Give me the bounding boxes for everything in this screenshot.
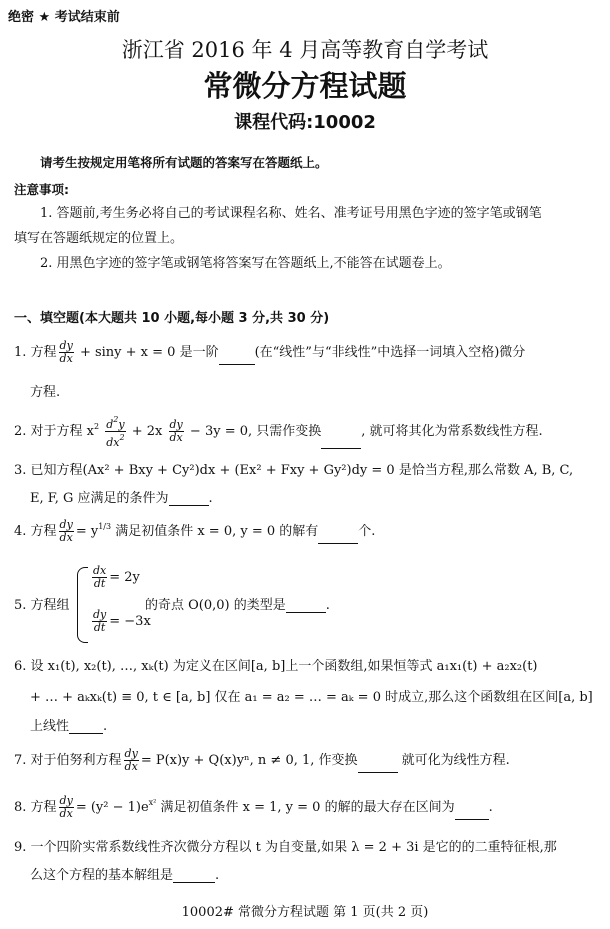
question-8: 8. 方程 $\frac{dy}{dx}$ = $(y^2 - 1)e^{x^2}$ 满足初值条件 x = 1, y = 0 的解的最大存在区间为 . (14, 794, 493, 820)
question-6-line1: 6. 设 x₁(t), x₂(t), …, xₖ(t) 为定义在区间[a, b]上一个函数组,如果恒等式 a₁x₁(t) + a₂x₂(t) (14, 659, 538, 674)
answer-blank (69, 719, 103, 734)
question-9-line2: 么这个方程的基本解组是 . (30, 868, 220, 883)
answer-blank (219, 350, 255, 365)
question-4: 4. 方程 $\frac{dy}{dx}$ = $y^{1/3}$ 满足初值条件 x = 0, y = 0 的解有 个. (14, 518, 376, 544)
question-3-line1: 3. 已知方程(Ax² + Bxy + Cy²)dx + (Ex² + Fxy + Gy²)dy = 0 是恰当方程,那么常数 A, B, C, (14, 463, 574, 478)
attention-item-1a: 1. 答题前,考生务必将自己的考试课程名称、姓名、准考证号用黑色字迹的签字笔或钢笔 (40, 206, 542, 221)
question-2: 2. 对于方程 $x^2$ $\frac{d^2y}{dx^2}$ + 2x $\frac{dy}{dx}$ − 3y = 0, 只需作变换 , 就可将其化为常系数线性方程. (14, 415, 543, 449)
answer-blank (318, 529, 358, 544)
answer-blank (358, 758, 398, 773)
answer-blank (286, 598, 326, 613)
notice: 请考生按规定用笔将所有试题的答案写在答题纸上。 (40, 155, 328, 170)
fraction: $\frac{dy}{dx}$ (59, 339, 73, 365)
question-6-line2: + … + aₖxₖ(t) ≡ 0, t ∈ [a, b] 仅在 a₁ = a₂ = … = aₖ = 0 时成立,那么这个函数组在区间[a, b] (30, 690, 593, 705)
question-1: 1. 方程 $\frac{dy}{dx}$ + siny + x = 0 是一阶 (在“线性”与“非线性”中选择一词填入空格)微分 (14, 339, 526, 365)
answer-blank (173, 868, 215, 883)
answer-blank (455, 805, 489, 820)
question-3-line2: E, F, G 应满足的条件为 . (30, 491, 213, 506)
question-9-line1: 9. 一个四阶实常系数线性齐次微分方程以 t 为自变量,如果 λ = 2 + 3i 是它的的二重特征根,那 (14, 840, 557, 855)
attention-item-2: 2. 用黑色字迹的签字笔或钢笔将答案写在答题纸上,不能答在试题卷上。 (40, 256, 451, 271)
page-footer: 10002# 常微分方程试题 第 1 页(共 2 页) (181, 905, 429, 920)
confidential-label: 绝密 ★ 考试结束前 (8, 10, 120, 25)
course-code: 课程代码:10002 (234, 112, 376, 133)
answer-blank (321, 434, 361, 449)
question-1-line2: 方程. (30, 385, 61, 400)
question-5-text: 的奇点 O(0,0) 的类型是 . (145, 598, 330, 613)
subject-title: 常微分方程试题 (203, 69, 407, 103)
question-5-eq2: $\frac{dy}{dt}$ = −3x (93, 608, 151, 634)
system-brace (77, 567, 88, 643)
question-6-line3: 上线性 . (30, 719, 108, 734)
answer-blank (169, 491, 209, 506)
question-7: 7. 对于伯努利方程 $\frac{dy}{dx}$ = P(x)y + Q(x)yⁿ, n ≠ 0, 1, 作变换 就可化为线性方程. (14, 747, 510, 773)
section-heading: 一、填空题(本大题共 10 小题,每小题 3 分,共 30 分) (14, 311, 330, 326)
attention-heading: 注意事项: (14, 182, 69, 197)
question-5-eq1: $\frac{dx}{dt}$ = 2y (93, 564, 140, 590)
attention-item-1b: 填写在答题纸规定的位置上。 (14, 231, 184, 246)
exam-title: 浙江省 2016 年 4 月高等教育自学考试 (121, 38, 489, 62)
question-5-label: 5. 方程组 (14, 598, 70, 613)
